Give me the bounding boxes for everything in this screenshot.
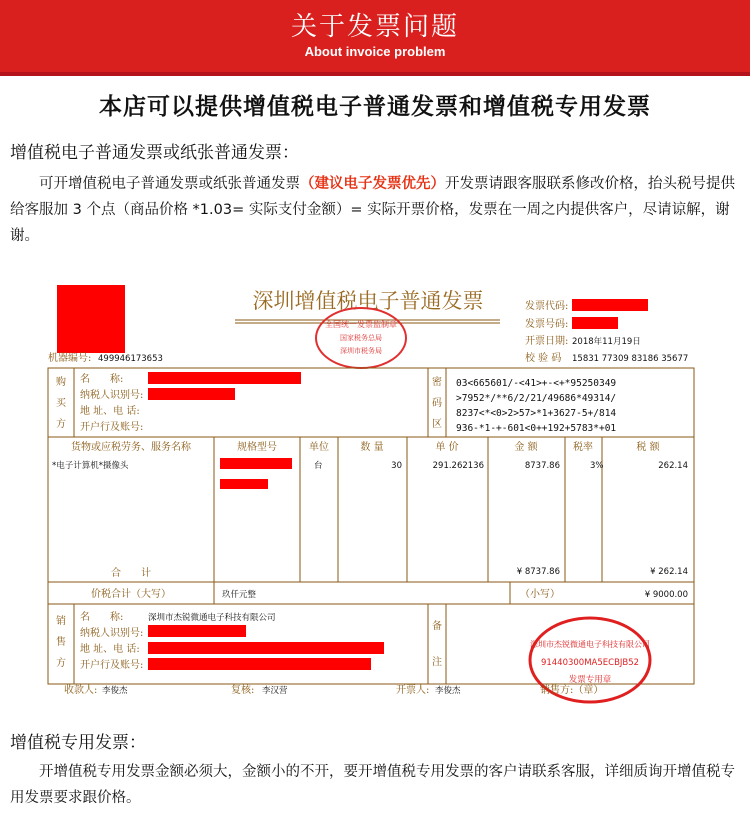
item-amount: 8737.86 <box>524 461 560 471</box>
section1-highlight: （建议电子发票优先） <box>300 176 445 192</box>
total-amount: ¥ 8737.86 <box>516 567 560 577</box>
item-name: *电子计算机*摄像头 <box>52 461 129 471</box>
cipher-label-1: 密 <box>432 377 442 388</box>
section2-title: 增值税专用发票： <box>10 733 146 753</box>
buyer-taxid-label: 纳税人识别号: <box>80 390 144 401</box>
buyer-label-2: 买 <box>56 398 66 409</box>
buyer-addr-label: 地 址、电 话: <box>80 406 140 417</box>
total-label: 合 计 <box>111 568 151 579</box>
cipher-line: 8237<*<0>2>57>*1+3627-5+/814 <box>456 408 617 419</box>
stamp-text: 深圳市杰锐微通电子科技有限公司 <box>530 640 650 649</box>
seal-text: 全国统一发票监制章 <box>325 320 397 329</box>
invoice-title: 深圳增值税电子普通发票 <box>252 289 484 313</box>
seller-name: 深圳市杰锐微通电子科技有限公司 <box>148 613 276 623</box>
section1-text-b: 开发票请跟客服联系修改价格，抬头税号提供给客服加 3 个点（商品价格 *1.03= 实际支付金额）= 实际开票价格，发票在一周之内提供客户，尽请谅解，谢谢。 <box>10 176 735 244</box>
cipher-line: 03<665601/-<41>+-<+*95250349 <box>456 378 617 389</box>
buyer-taxid-redaction <box>148 388 235 400</box>
header-banner <box>0 0 750 76</box>
seal-sub: 国家税务总局 <box>340 334 382 342</box>
seller-addr-label: 地 址、电 话: <box>80 644 140 655</box>
cipher-line: 936-*1-+-601<0++192+5783*+01 <box>456 423 617 434</box>
stamp-bottom: 发票专用章 <box>568 675 612 685</box>
col-header-qty: 数 量 <box>360 442 384 453</box>
spec-redaction <box>220 458 292 469</box>
small-label: （小写） <box>520 589 560 600</box>
item-unit: 台 <box>314 461 323 471</box>
machine-no: 499946173653 <box>98 354 163 364</box>
col-header-price: 单 价 <box>435 442 459 453</box>
section1-text-a: 可开增值税电子普通发票或纸张普通发票 <box>39 176 300 192</box>
payee-label: 收款人: <box>64 685 98 696</box>
reviewer-label: 复核: <box>231 685 255 696</box>
seller-addr-redaction <box>148 642 384 654</box>
seller-name-label: 名 称: <box>80 612 124 623</box>
buyer-label-1: 购 <box>56 377 66 388</box>
seller-label-2: 售 <box>56 637 66 648</box>
cipher-line: >7952*/**6/2/21/49686*49314/ <box>456 393 617 404</box>
section2-paragraph: 开增值税专用发票金额必须大，金额小的不开，要开增值税专用发票的客户请联系客服，详细质询开增值税专用发票要求跟价格。 <box>10 764 735 806</box>
col-header-unit: 单位 <box>309 442 329 453</box>
total-tax: ¥ 262.14 <box>650 567 688 577</box>
banner-subtitle: About invoice problem <box>304 44 446 59</box>
seller-bank-redaction <box>148 658 371 670</box>
item-rate: 3% <box>590 461 604 471</box>
item-tax: 262.14 <box>658 461 688 471</box>
machine-label: 机器编号: <box>48 353 92 364</box>
seller-bank-label: 开户行及账号: <box>80 660 144 671</box>
page-headline: 本店可以提供增值税电子普通发票和增值税专用发票 <box>99 94 651 120</box>
banner-title: 关于发票问题 <box>290 12 459 42</box>
seller-label-3: 方 <box>56 658 66 669</box>
section1-paragraph <box>10 171 740 249</box>
remark-label-1: 备 <box>432 621 442 632</box>
buyer-name-redaction <box>148 372 301 384</box>
spec-redaction-2 <box>220 479 268 489</box>
section1-title: 增值税电子普通发票或纸张普通发票： <box>10 143 299 163</box>
seller-taxid-redaction <box>148 625 246 637</box>
code-redaction <box>572 299 648 311</box>
qr-redaction <box>57 285 125 353</box>
payee: 李俊杰 <box>102 686 128 696</box>
sum-label: 价税合计（大写） <box>91 589 171 600</box>
seller-footer: 销售方:（章） <box>540 685 604 696</box>
buyer-label-3: 方 <box>56 419 66 430</box>
seal-city: 深圳市税务局 <box>340 347 382 355</box>
buyer-name-label: 名 称: <box>80 374 124 385</box>
remark-label-2: 注 <box>432 657 442 668</box>
date-label: 开票日期: <box>525 336 569 347</box>
col-header-rate: 税率 <box>573 442 593 453</box>
number-redaction <box>572 317 618 329</box>
col-header-spec: 规格型号 <box>237 442 277 453</box>
number-label: 发票号码: <box>525 319 569 330</box>
reviewer: 李汉营 <box>262 686 288 696</box>
col-header-goods: 货物或应税劳务、服务名称 <box>71 442 191 453</box>
sum-words: 玖仟元整 <box>222 590 257 600</box>
seller-label-1: 销 <box>56 616 66 627</box>
check-label: 校 验 码 <box>525 353 562 364</box>
stamp-id: 91440300MA5ECBJB52 <box>540 658 640 668</box>
invoice-image <box>0 272 750 712</box>
check-code: 15831 77309 83186 35677 <box>572 354 689 364</box>
drawer: 李俊杰 <box>435 686 461 696</box>
sum-num: ¥ 9000.00 <box>644 590 688 600</box>
item-qty: 30 <box>391 461 402 471</box>
item-price: 291.262136 <box>432 461 484 471</box>
drawer-label: 开票人: <box>396 685 430 696</box>
buyer-bank-label: 开户行及账号: <box>80 422 144 433</box>
cipher-label-3: 区 <box>432 419 442 430</box>
code-label: 发票代码: <box>525 301 569 312</box>
cipher-label-2: 码 <box>432 398 442 409</box>
tax-seal <box>316 308 406 368</box>
invoice-date: 2018年11月19日 <box>572 337 641 347</box>
seller-taxid-label: 纳税人识别号: <box>80 628 144 639</box>
col-header-tax: 税 额 <box>636 442 660 453</box>
col-header-amount: 金 额 <box>514 442 538 453</box>
